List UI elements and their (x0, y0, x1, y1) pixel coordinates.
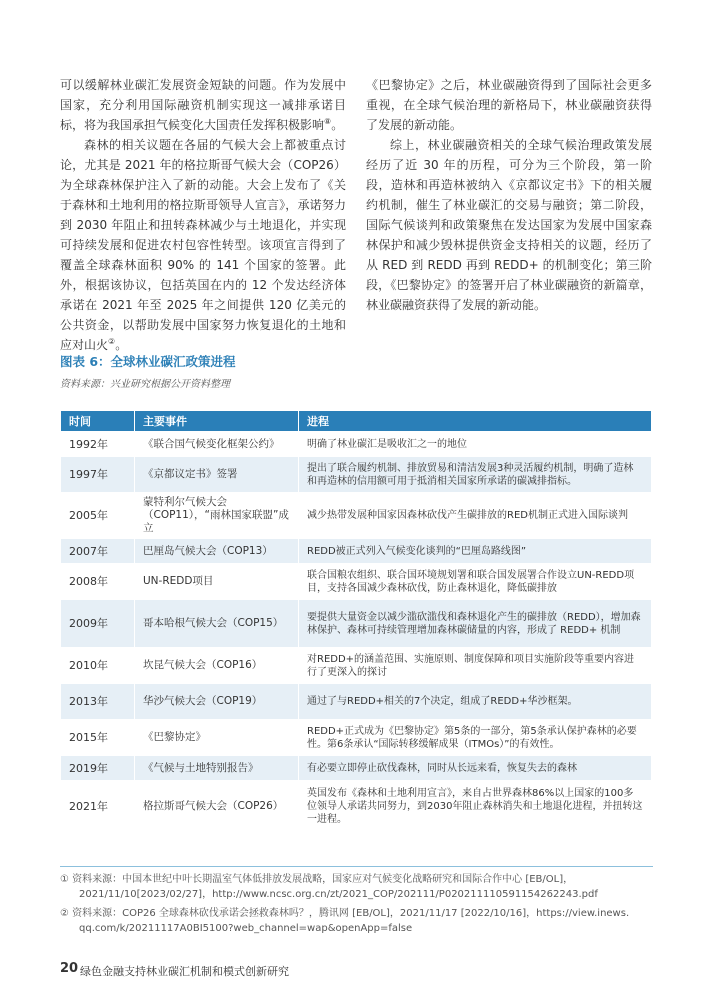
cell-progress: 减少热带发展种国家因森林砍伐产生碳排放的RED机制正式进入国际谈判 (299, 493, 652, 539)
cell-year: 2015年 (61, 720, 135, 756)
page-number: 20 (60, 961, 79, 976)
cell-event: 《京都议定书》签署 (135, 457, 299, 493)
cell-year: 2005年 (61, 493, 135, 539)
left-column (60, 75, 346, 355)
table-row (61, 756, 652, 781)
table-row (61, 684, 652, 720)
cell-progress: 英国发布《森林和土地利用宣言》，来自占世界森林86%以上国家的100多位领导人承诺共同努力，到2030年阻止森林消失和土地退化进程，并扭转这一进程。 (299, 781, 652, 833)
cell-year: 2009年 (61, 600, 135, 648)
header-event: 主要事件 (135, 411, 299, 432)
cell-event: 《联合国气候变化框架公约》 (135, 432, 299, 457)
running-title: 绿色金融支持林业碳汇机制和模式创新研究 (80, 965, 289, 978)
cell-year: 2019年 (61, 756, 135, 781)
cell-progress: REDD+正式成为《巴黎协定》第5条的一部分，第5条承认保护森林的必要性。第6条承认“国际转移缓解成果（ITMOs）”的有效性。 (299, 720, 652, 756)
figure-title: 图表 6：全球林业碳汇政策进程 (60, 354, 236, 369)
footnote-ref[interactable]: ② (108, 337, 116, 346)
footnote-2: ② 资料来源：COP26 全球森林砍伐承诺会拯救森林吗？，腾讯网 [EB/OL]，2021/11/17 [2022/10/16]，https://view.inews. qq.com/k/20211117A0BI5100?web_channel=wap&openApp=false (60, 906, 660, 936)
table-row (61, 648, 652, 684)
header-progress: 进程 (299, 411, 652, 432)
cell-progress: 对REDD+的涵盖范围、实施原则、制度保障和项目实施阶段等重要内容进行了更深入的探讨 (299, 648, 652, 684)
cell-year: 2013年 (61, 684, 135, 720)
cell-event: 华沙气候大会（COP19） (135, 684, 299, 720)
cell-progress: REDD被正式列入气候变化谈判的“巴厘岛路线图” (299, 539, 652, 564)
cell-year: 1997年 (61, 457, 135, 493)
paragraph-summary: 综上，林业碳融资相关的全球气候治理政策发展经历了近 30 年的历程，可分为三个阶段，第一阶段，造林和再造林被纳入《京都议定书》下的相关履约机制，催生了林业碳汇的交易与融资；第二阶段，国际气候谈判和政策聚焦在发达国家为发展中国家森林保护和减少毁林提供资金支持相关的议题，经历了从 RED 到 REDD 再到 REDD+ 的机制变化；第三阶段，《巴黎协定》的签署开启了林业碳融资的新篇章，林业碳融资获得了发展的新动能。 (366, 138, 652, 312)
cell-event: 《巴黎协定》 (135, 720, 299, 756)
right-column (366, 75, 652, 315)
footnote-divider (60, 866, 653, 867)
cell-year: 1992年 (61, 432, 135, 457)
cell-event: 《气候与土地特别报告》 (135, 756, 299, 781)
cell-progress: 通过了与REDD+相关的7个决定，组成了REDD+华沙框架。 (299, 684, 652, 720)
cell-year: 2007年 (61, 539, 135, 564)
cell-event: 蒙特利尔气候大会（COP11），“雨林国家联盟”成立 (135, 493, 299, 539)
figure-source: 资料来源：兴业研究根据公开资料整理 (60, 379, 230, 390)
cell-progress: 要提供大量资金以减少滥砍滥伐和森林退化产生的碳排放（REDD），增加森林保护、森林可持续管理增加森林碳储量的内容，形成了 REDD+ 机制 (299, 600, 652, 648)
footnote-link[interactable]: 2021/11/10[2023/02/27]，http://www.ncsc.org.cn/zt/2021_COP/202111/P020211110591154262243.pdf (79, 889, 598, 900)
table-row (61, 564, 652, 600)
cell-event: 巴厘岛气候大会（COP13） (135, 539, 299, 564)
table-row (61, 457, 652, 493)
cell-event: UN-REDD项目 (135, 564, 299, 600)
footnote-ref[interactable]: ⑧ (324, 117, 332, 126)
cell-progress: 提出了联合履约机制、排放贸易和清洁发展3种灵活履约机制，明确了造林和再造林的信用额可用于抵消相关国家所承诺的碳减排指标。 (299, 457, 652, 493)
cell-progress: 明确了林业碳汇是吸收汇之一的地位 (299, 432, 652, 457)
header-year: 时间 (61, 411, 135, 432)
cell-year: 2008年 (61, 564, 135, 600)
paragraph-cop26: 森林的相关议题在各届的气候大会上都被重点讨论，尤其是 2021 年的格拉斯哥气候大会（COP26）为全球森林保护注入了新的动能。大会上发布了《关于森林和土地利用的格拉斯哥领导人宣言》，承诺努力到 2030 年阻止和扭转森林减少与土地退化，并实现可持续发展和促进农村包容性转型。该项宣言得到了覆盖全球森林面积 90% 的 141 个国家的签署。此外，根据该协议，包括英国在内的 12 个发达经济体承诺在 2021 年至 2025 年之间提供 120 亿美元的公共资金，以帮助发展中国家努力恢复退化的土地和应对山火②。 (60, 138, 346, 352)
policy-table (60, 410, 652, 833)
cell-progress: 有必要立即停止砍伐森林，同时从长远来看，恢复失去的森林 (299, 756, 652, 781)
cell-event: 格拉斯哥气候大会（COP26） (135, 781, 299, 833)
table-row (61, 781, 652, 833)
table-row (61, 432, 652, 457)
footnote-link[interactable]: qq.com/k/20211117A0BI5100?web_channel=wap&openApp=false (79, 923, 413, 934)
cell-progress: 联合国粮农组织、联合国环境规划署和联合国发展署合作设立UN-REDD项目，支持各国减少森林砍伐，防止森林退化，降低碳排放 (299, 564, 652, 600)
cell-year: 2021年 (61, 781, 135, 833)
table-row (61, 493, 652, 539)
table-row (61, 600, 652, 648)
cell-event: 坎昆气候大会（COP16） (135, 648, 299, 684)
table-row (61, 539, 652, 564)
footnote-1: ① 资料来源：中国本世纪中叶长期温室气体低排放发展战略，国家应对气候变化战略研究和国际合作中心 [EB/OL]， 2021/11/10[2023/02/27]，http://www.ncsc.org.cn/zt/2021_COP/202111/P020211110591154262243.pdf (60, 872, 660, 902)
cell-year: 2010年 (61, 648, 135, 684)
paragraph-paris: 《巴黎协定》之后，林业碳融资得到了国际社会更多重视，在全球气候治理的新格局下，林业碳融资获得了发展的新动能。 (366, 78, 652, 132)
table-header-row (61, 411, 652, 432)
table-row (61, 720, 652, 756)
cell-event: 哥本哈根气候大会（COP15） (135, 600, 299, 648)
paragraph-funding: 可以缓解林业碳汇发展资金短缺的问题。作为发展中国家，充分利用国际融资机制实现这一减排承诺目标，将为我国承担气候变化大国责任发挥积极影响⑧。 (60, 78, 346, 132)
